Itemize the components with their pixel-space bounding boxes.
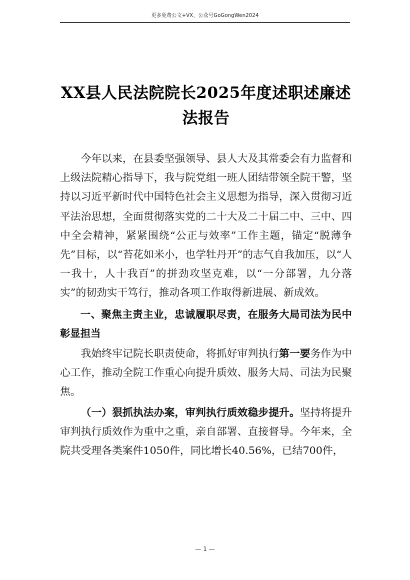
header-note: 更多免费公文+VX，公众号GoGongWen2024 (151, 13, 259, 19)
subsection-1-heading: （一）狠抓执法办案，审判执行质效稳步提升。 (80, 406, 300, 419)
subsection-1-paragraph (60, 404, 352, 462)
title-line-1: XX县人民法院院长2025年度述职述廉述 (60, 83, 352, 102)
section-1-emphasis: 第一要 (279, 348, 311, 361)
section-1-text-a: 我始终牢记院长职责使命，将抓好审判执行 (80, 348, 280, 361)
subsection-1-text: 坚持将提升审判执行质效作为重中之重，亲自部署、直接督导。今年来，全院共受理各类案件1050件，同比增长40.56%，已结700件， (60, 406, 353, 458)
section-1-paragraph (60, 345, 352, 403)
document-title (44, 80, 368, 130)
section-1-heading: 一、聚焦主责主业，忠诚履职尽责，在服务大局司法为民中彰显担当 (60, 309, 352, 340)
title-line-2: 法报告 (182, 108, 230, 127)
document-body (60, 150, 352, 461)
header-divider (60, 22, 350, 23)
page-number: — 1 — (195, 546, 215, 553)
intro-paragraph: 今年以来，在县委坚强领导、县人大及其常委会有力监督和上级法院精心指导下，我与院党组一班人团结带领全院干警，坚持以习近平新时代中国特色社会主义思想为指导，深入贯彻习近平法治思想，全面贯彻落实党的二十大及二十届二中、三中、四中全会精神，紧紧围绕“公正与效率”工作主题，锚定“脱薄争先”目标，以“苔花如米小，也学牡丹开”的志气自我加压，以“人一我十，人十我百”的拼劲攻坚克难，以“一分部署，九分落实”的韧劲实干笃行，推动各项工作取得新进展、新成效。 (60, 153, 352, 300)
section-1-text-b: 务作为中心工作，推动全院工作重心向提升质效、服务大局、司法为民聚焦。 (60, 348, 353, 399)
